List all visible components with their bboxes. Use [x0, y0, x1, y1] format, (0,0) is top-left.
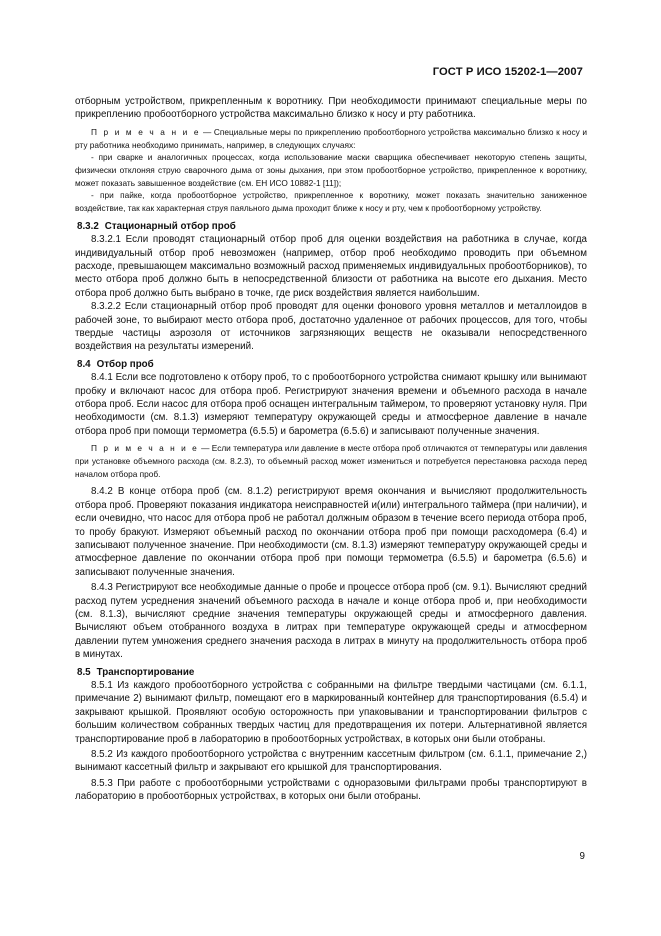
document-body: [75, 95, 587, 804]
section-title: Стационарный отбор проб: [104, 220, 236, 232]
note-1-label: П р и м е ч а н и е: [91, 126, 201, 137]
section-number: 8.3.2: [77, 220, 99, 232]
note-2: [75, 442, 587, 480]
note-2-body: [75, 442, 587, 480]
note-1-item-soldering: - при пайке, когда пробоотборное устройство, прикрепленное к воротнику, может показать значительно заниженное воздействие, так как характерная струя паяльного дыма проходит ближе к носу и рту, чем к пробоотборному устройству.: [75, 190, 587, 214]
note-2-text: — Если температура или давление в месте отбора проб отличаются от температуры или давления при установке объемного расхода (см. 8.2.3), то объемный расход может измениться и потребуется перестановка расхода перед началом отбора проб.: [75, 443, 588, 479]
section-title: Транспортирование: [96, 666, 195, 678]
paragraph-8-5-3: 8.5.3 При работе с пробоотборными устройствами с одноразовыми фильтрами пробы транспортируют в лабораторию в пробоотборных устройствах, в которых они были отобраны.: [75, 777, 587, 803]
note-2-label: П р и м е ч а н и е: [91, 443, 199, 454]
paragraph-8-4-2: 8.4.2 В конце отбора проб (см. 8.1.2) регистрируют время окончания и вычисляют продолжительность отбора проб. Проверяют показания индикатора неисправностей и(или) интегрального таймера (при наличии), и если очевидно, что насос для отбора проб не работал должным образом в течение всего периода отбора проб, то пробу бракуют. Измеряют объемный расход по окончании отбора проб при помощи расходомера (6.4) и записывают полученное значение. При необходимости (см. 8.1.3) измеряют температуру окружающей среды и атмосферное давление по окончании отбора проб при помощи термометра (6.5.5) и барометра (6.5.6) и записывают полученные значения.: [75, 486, 587, 578]
section-title: Отбор проб: [96, 358, 154, 370]
note-1-intro: [75, 126, 587, 151]
section-heading-8-5: [75, 666, 587, 679]
paragraph-8-4-3: 8.4.3 Регистрируют все необходимые данные о пробе и процессе отбора проб (см. 9.1). Вычисляют средний расход путем усреднения значений объемного расхода в начале и конце отбора проб и, при необходимости (см. 8.1.3), вычисляют средние значения температуры окружающей среды и атмосферного давления. Вычисляют объем отобранного воздуха в литрах при температуре окружающей среды и атмосферном давлении путем умножения среднего значения расхода в литрах в минуту на продолжительность отбора проб в минутах.: [75, 582, 587, 661]
note-1-item-welding: - при сварке и аналогичных процессах, когда использование маски сварщика обеспечивает некоторую степень защиты, физически отклоняя струю сварочного дыма от зоны дыхания, при этом пробоотборное устройство, прикрепленное к воротнику, может показать завышенное воздействие (см. ЕН ИСО 10882-1 [11]);: [75, 152, 587, 188]
document-header: ГОСТ Р ИСО 15202-1—2007: [432, 66, 583, 78]
paragraph-8-3-2-2: 8.3.2.2 Если стационарный отбор проб проводят для оценки фонового уровня металлов и металлоидов в рабочей зоне, то выбирают место отбора проб, достаточно удаленное от рабочих процессов, для того, чтобы твердые частицы аэрозоля от источников загрязняющих веществ не оказывали непосредственного воздействия на результаты измерений.: [75, 301, 587, 353]
paragraph-8-4-1: 8.4.1 Если все подготовлено к отбору проб, то с пробоотборного устройства снимают крышку или вынимают пробку и включают насос для отбора проб. Регистрируют значения времени и объемного расхода в начале отбора проб. Если насос для отбора проб оснащен интегральным таймером, то проверяют установку нуля. При необходимости (см. 8.1.3) измеряют температуру окружающей среды и атмосферное давление в начале отбора проб при помощи термометра (6.5.5) и барометра (6.5.6) и записывают полученные значения.: [75, 372, 587, 437]
paragraph-8-3-2-1: 8.3.2.1 Если проводят стационарный отбор проб для оценки воздействия на работника в случае, когда индивидуальный отбор проб невозможен (например, отбор проб необходимо проводить при объемном расходе, превышающем максимально возможный расход применяемых индивидуальных пробоотборников), то место отбора проб должно быть в непосредственной близости от работника на высоте его дыхания. Место отбора проб должно быть выбрано в точке, где риск воздействия является наибольшим.: [75, 234, 587, 299]
section-heading-8-3-2: [75, 220, 587, 233]
section-number: 8.5: [77, 666, 91, 678]
paragraph-8-5-2: 8.5.2 Из каждого пробоотборного устройства с внутренним кассетным фильтром (см. 6.1.1, примечание 2,) вынимают кассетный фильтр и закрывают его крышкой для транспортирования.: [75, 749, 587, 774]
paragraph-continuation: отборным устройством, прикрепленным к воротнику. При необходимости принимают специальные меры по прикреплению пробоотборного устройства максимально близко к носу и рту работника.: [75, 96, 587, 121]
section-number: 8.4: [77, 358, 91, 370]
section-heading-8-4: [75, 358, 587, 371]
paragraph-8-5-1: 8.5.1 Из каждого пробоотборного устройства с собранными на фильтре твердыми частицами (см. 6.1.1, примечание 2) вынимают фильтр, помещают его в маркированный контейнер для транспортирования (6.5.4) и закрывают крышкой. Проявляют особую осторожность при упаковывании и транспортировании фильтров с большим количеством собранных твердых частиц для предотвращения их потери. Альтернативной является транспортирование проб в лабораторию в пробоотборных устройствах, в которых они были отобраны.: [75, 680, 587, 745]
note-1: [75, 126, 587, 215]
note-1-text: — Специальные меры по прикреплению пробоотборного устройства максимально близко к носу и рту работника необходимо принимать, например, в следующих случаях:: [75, 126, 587, 150]
page-number: 9: [579, 851, 585, 862]
